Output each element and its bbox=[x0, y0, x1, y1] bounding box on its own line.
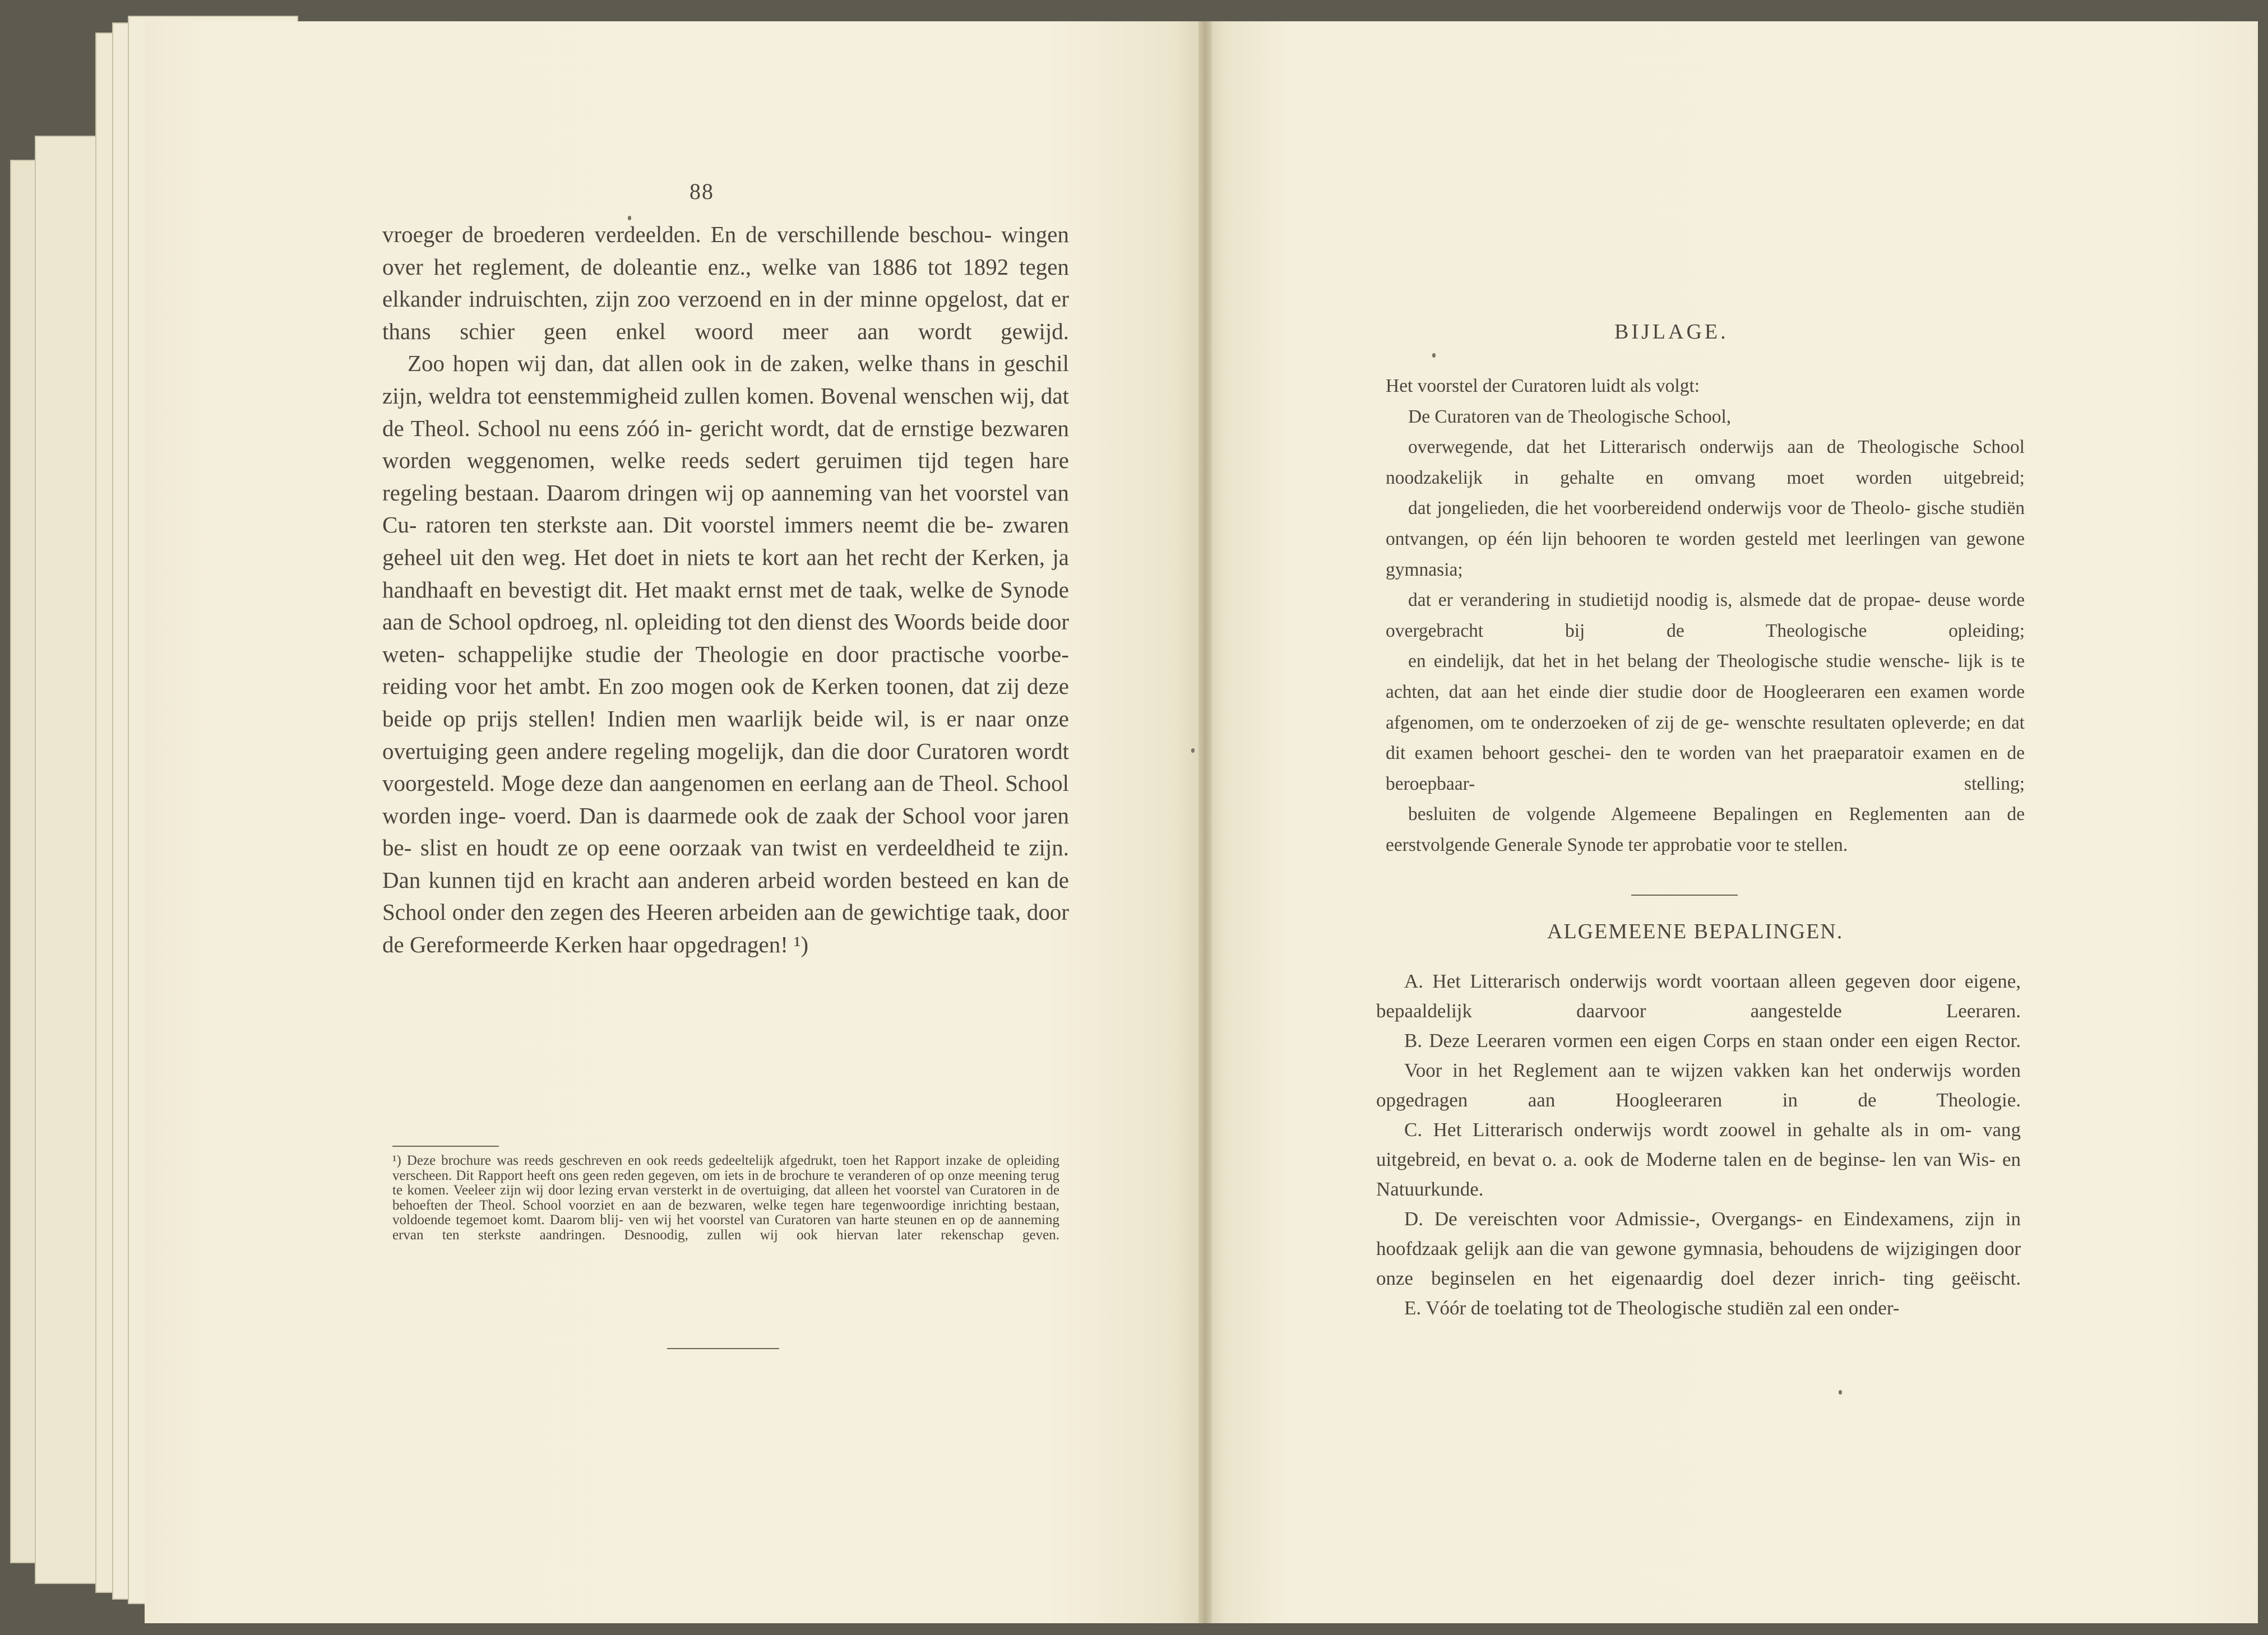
paragraph: Het voorstel der Curatoren luidt als volgt: bbox=[1386, 376, 1700, 396]
list-item: A. Het Litterarisch onderwijs wordt voortaan alleen gegeven door eigene, bepaaldelijk daarvoor aangestelde Leeraren. bbox=[1376, 970, 2021, 1022]
paragraph: en eindelijk, dat het in het belang der Theologische studie wensche- lijk is te achten, dat aan het einde dier studie door de Hoogleeraren een examen worde afgenomen, om te onderzoeken of zij de ge- wenschte resultaten opleverde; en dat dit examen behoort geschei- den te worden van het praeparatoir examen en de beroepbaar- stelling; bbox=[1386, 651, 2025, 794]
paragraph: dat jongelieden, die het voorbereidend onderwijs voor de Theolo- gische studiën ontvangen, op één lijn behooren te worden gesteld met leerlingen van gewone gymnasia; bbox=[1386, 498, 2025, 580]
proposal-text bbox=[1386, 371, 2025, 861]
end-rule bbox=[667, 1348, 779, 1349]
speck bbox=[1191, 748, 1195, 753]
speck bbox=[628, 216, 631, 220]
paragraph: De Curatoren van de Theologische School, bbox=[1408, 406, 1732, 427]
section-title: ALGEMEENE BEPALINGEN. bbox=[1547, 920, 1844, 943]
provisions-list bbox=[1376, 966, 2021, 1323]
paragraph: overwegende, dat het Litterarisch onderwijs aan de Theologische School noodzakelijk in gehalte en omvang moet worden uitgebreid; bbox=[1386, 437, 2025, 488]
list-item: B. Deze Leeraren vormen een eigen Corps en staan onder een eigen Rector. bbox=[1404, 1030, 2021, 1052]
list-item: Voor in het Reglement aan te wijzen vakken kan het onderwijs worden opgedragen aan Hoogleeraren in de Theologie. bbox=[1376, 1059, 2021, 1111]
paragraph: besluiten de volgende Algemeene Bepalingen en Reglementen aan de eerstvolgende Generale Synode ter approbatie voor te stellen. bbox=[1386, 804, 2025, 855]
left-page-body bbox=[382, 219, 1069, 961]
paragraph: dat er verandering in studietijd noodig is, alsmede dat de propae- deuse worde overgebracht bij de Theologische opleiding; bbox=[1386, 590, 2025, 641]
speck bbox=[1839, 1390, 1842, 1395]
page-number: 88 bbox=[689, 179, 714, 204]
paragraph: Zoo hopen wij dan, dat allen ook in de zaken, welke thans in geschil zijn, weldra tot eenstemmigheid zullen komen. Bovenal wenschen wij, dat de Theol. School nu eens zóó in- gericht wordt, dat de ernstige bezwaren worden weggenomen, welke reeds sedert geruimen tijd tegen hare regeling bestaan. Daarom dringen wij op aanneming van het voorstel van Cu- ratoren ten sterkste aan. Dit voorstel immers neemt die be- zwaren geheel uit den weg. Het doet in niets te kort aan het recht der Kerken, ja handhaaft en bevestigt dit. Het maakt ernst met de taak, welke de Synode aan de School opdroeg, nl. opleiding tot den dienst des Woords beide door weten- schappelijke studie der Theologie en door practische voorbe- reiding voor het ambt. En zoo mogen ook de Kerken toonen, dat zij deze beide op prijs stellen! Indien men waarlijk beide wil, is er naar onze overtuiging geen andere regeling mogelijk, dan die door Curatoren wordt voorgesteld. Moge deze dan aangenomen en eerlang aan de Theol. School worden inge- voerd. Dan is daarmede ook de zaak der School voor jaren be- slist en houdt ze op eene oorzaak van twist en verdeeldheid te zijn. Dan kunnen tijd en kracht aan anderen arbeid worden besteed en kan de School onder den zegen des Heeren arbeiden aan de gewichtige taak, door de Gereformeerde Kerken haar opgedragen! ¹) bbox=[382, 350, 1069, 958]
speck bbox=[1432, 353, 1436, 358]
appendix-title: BIJLAGE. bbox=[1614, 320, 1729, 344]
list-item: E. Vóór de toelating tot de Theologische studiën zal een onder- bbox=[1404, 1297, 1900, 1319]
footnote-rule bbox=[392, 1146, 499, 1147]
section-rule bbox=[1631, 895, 1738, 896]
list-item: C. Het Litterarisch onderwijs wordt zoowel in gehalte als in om- vang uitgebreid, en bevat o. a. ook de Moderne talen en de beginse- len van Wis- en Natuurkunde. bbox=[1376, 1119, 2021, 1200]
list-item: D. De vereischten voor Admissie-, Overgangs- en Eindexamens, zijn in hoofdzaak gelijk aan die van gewone gymnasia, behoudens de wijzigingen door onze beginselen en het eigenaardig doel dezer inrich- ting geëischt. bbox=[1376, 1208, 2021, 1289]
footnote: ¹) Deze brochure was reeds geschreven en ook reeds gedeeltelijk afgedrukt, toen het Rapport inzake de opleiding verscheen. Dit Rapport heeft ons geen reden gegeven, om iets in de brochure te veranderen of op onze meening terug te komen. Veeleer zijn wij door lezing ervan versterkt in de overtuiging, dat alleen het voorstel van Curatoren in de behoeften der Theol. School voorziet en aan de bezwaren, welke tegen hare tegenwoordige inrichting bestaan, voldoende tegemoet komt. Daarom blij- ven wij het voorstel van Curatoren van harte steunen en op de aanneming ervan ten sterkste aandringen. Desnoodig, zullen wij ook hiervan later rekenschap geven. bbox=[392, 1153, 1059, 1243]
paragraph: vroeger de broederen verdeelden. En de verschillende beschou- wingen over het reglement, de doleantie enz., welke van 1886 tot 1892 tegen elkander indruischten, zijn zoo verzoend en in der minne opgelost, dat er thans schier geen enkel woord meer aan wordt gewijd. bbox=[382, 221, 1069, 344]
book-gutter bbox=[1198, 21, 1212, 1623]
